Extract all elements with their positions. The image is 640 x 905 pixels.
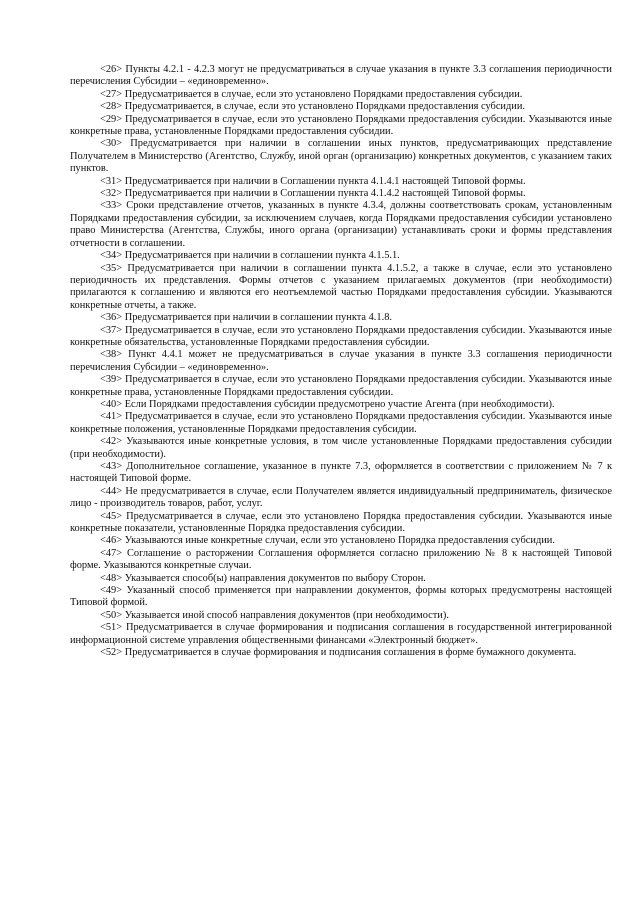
footnote-30: <30> Предусматривается при наличии в соглашении иных пунктов, предусматривающих представление Получателем в Министерство (Агентство, Службу, иной орган (организацию) конкретных документов, с указанием таких пунктов. — [70, 138, 612, 175]
footnote-41: <41> Предусматривается в случае, если это установлено Порядками предоставления субсидии. Указываются иные конкретные положения, установленные Порядками предоставления субсидии. — [70, 411, 612, 435]
footnote-45: <45> Предусматривается в случае, если это установлено Порядка предоставления субсидии. Указываются иные конкретные показатели, установленные Порядка предоставления субсидии. — [70, 510, 612, 535]
footnote-49: <49> Указанный способ применяется при направлении документов, формы которых предусмотрены настоящей Типовой формой. — [70, 585, 612, 609]
footnote-29: <29> Предусматривается в случае, если это установлено Порядками предоставления субсидии. Указываются иные конкретные права, установленные Порядками предоставления субсидии. — [70, 113, 612, 138]
footnote-26: <26> Пункты 4.2.1 - 4.2.3 могут не предусматриваться в случае указания в пункте 3.3 соглашения периодичности перечисления Субсидии – «единовременно». — [70, 64, 612, 88]
footnote-34: <34> Предусматривается при наличии в соглашении пункта 4.1.5.1. — [100, 250, 400, 262]
footnote-46: <46> Указываются иные конкретные случаи, если это установлено Порядка предоставления субсидии. — [100, 535, 555, 547]
footnote-33: <33> Сроки представление отчетов, указанных в пункте 4.3.4, должны соответствовать срокам, установленным Порядками предоставления субсидии, за исключением случаев, когда Порядками предоставления субсидии установлено право Министерства (Агентства, Службы, иного органа (организации) устанавливать сроки и формы представления отчетности в соглашении. — [70, 200, 612, 249]
footnote-36: <36> Предусматривается при наличии в соглашении пункта 4.1.8. — [100, 312, 392, 324]
footnote-28: <28> Предусматривается, в случае, если это установлено Порядками предоставления субсидии. — [100, 101, 526, 113]
footnote-51: <51> Предусматривается в случае формирования и подписания соглашения в государственной интегрированной информационной системе управления общественными финансами «Электронный бюджет». — [70, 622, 612, 646]
footnote-50: <50> Указывается иной способ направления документов (при необходимости). — [100, 609, 449, 621]
footnote-42: <42> Указываются иные конкретные условия, в том числе установленные Порядками предоставления субсидии (при необходимости). — [70, 436, 612, 460]
footnote-44: <44> Не предусматривается в случае, если Получателем является индивидуальный предприниматель, физическое лицо - производитель товаров, работ, услуг. — [70, 485, 612, 510]
footnote-32: <32> Предусматривается при наличии в Соглашении пункта 4.1.4.2 настоящей Типовой формы. — [100, 188, 526, 200]
footnote-35: <35> Предусматривается при наличии в соглашении пункта 4.1.5.2, а также в случае, если это установлено периодичность их представления. Формы отчетов с указанием прилагаемых документов (при необходимости) прилагаются к соглашению и являются его неотъемлемой частью Порядками предоставления субсидии. Указываются конкретные отчеты, а также. — [70, 262, 612, 311]
footnote-38: <38> Пункт 4.4.1 может не предусматриваться в случае указания в пункте 3.3 соглашения периодичности перечисления Субсидии – «единовременно». — [70, 349, 612, 373]
footnote-27: <27> Предусматривается в случае, если это установлено Порядками предоставления субсидии. — [100, 88, 523, 100]
footnote-48: <48> Указывается способ(ы) направления документов по выбору Сторон. — [100, 572, 426, 584]
footnote-52: <52> Предусматривается в случае формирования и подписания соглашения в форме бумажного документа. — [100, 647, 577, 659]
footnote-43: <43> Дополнительное соглашение, указанное в пункте 7.3, оформляется в соответствии с приложением № 7 к настоящей Типовой форме. — [70, 461, 612, 485]
document-page — [70, 64, 612, 660]
footnote-31: <31> Предусматривается при наличии в Соглашении пункта 4.1.4.1 настоящей Типовой формы. — [100, 175, 526, 187]
footnote-47: <47> Соглашение о расторжении Соглашения оформляется согласно приложению № 8 к настоящей Типовой форме. Указываются конкретные случаи. — [70, 547, 612, 572]
footnote-40: <40> Если Порядками предоставления субсидии предусмотрено участие Агента (при необходимости). — [100, 398, 555, 410]
footnote-37: <37> Предусматривается в случае, если это установлено Порядками предоставления субсидии. Указываются иные конкретные обязательства, установленные Порядками предоставления субсидии. — [70, 324, 612, 348]
footnote-39: <39> Предусматривается в случае, если это установлено Порядками предоставления субсидии. Указываются иные конкретные права, установленные Порядками предоставления субсидии. — [70, 374, 612, 398]
